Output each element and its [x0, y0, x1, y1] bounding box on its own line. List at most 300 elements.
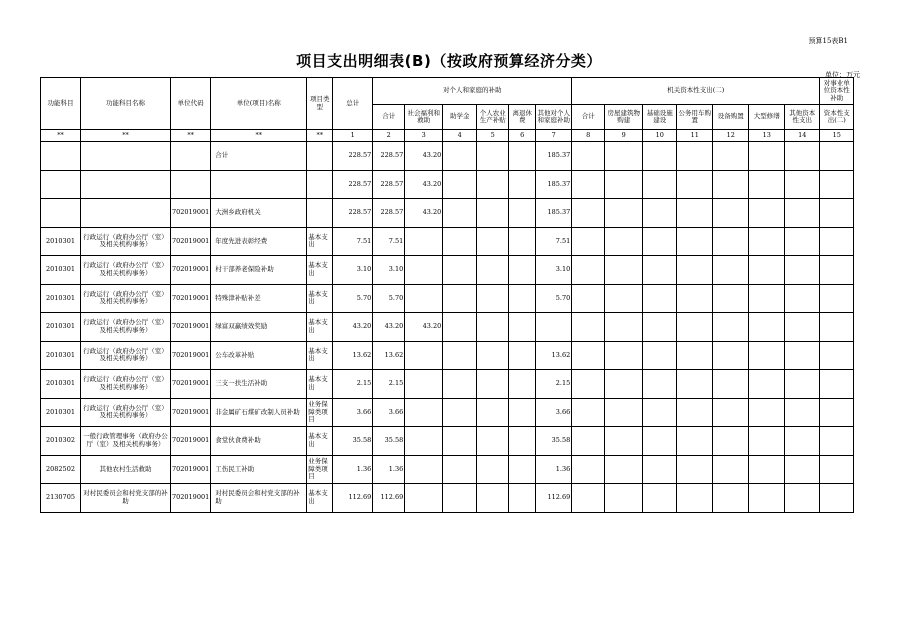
unit-code-cell	[171, 170, 211, 199]
infra-cell	[643, 455, 677, 484]
retire-cell	[509, 484, 536, 513]
table-row	[41, 398, 854, 427]
infra-cell	[643, 227, 677, 256]
table-row	[41, 284, 854, 313]
agri-cell	[477, 484, 509, 513]
total-cell: 43.20	[333, 313, 373, 342]
index-cell: 9	[605, 130, 643, 142]
other-capital-cell	[785, 370, 820, 399]
capital-total-cell	[572, 170, 605, 199]
capital-total-cell	[572, 427, 605, 456]
unit-name-cell: 绿富双赢绩效奖励	[211, 313, 307, 342]
func-code-cell: 2082502	[41, 455, 81, 484]
vehicle-cell	[677, 455, 713, 484]
func-name-cell	[81, 142, 171, 171]
func-name-cell: 行政运行（政府办公厅（室）及相关机构事务）	[81, 370, 171, 399]
repair-cell	[749, 284, 785, 313]
building-cell	[605, 370, 643, 399]
total-cell: 3.66	[333, 398, 373, 427]
other-personal-cell: 3.66	[536, 398, 572, 427]
index-cell: **	[41, 130, 81, 142]
unit-name-cell	[211, 170, 307, 199]
other-personal-cell: 185.37	[536, 170, 572, 199]
proj-type-cell: 基本支出	[307, 370, 333, 399]
index-cell: **	[81, 130, 171, 142]
repair-cell	[749, 341, 785, 370]
unit-code-cell	[171, 142, 211, 171]
index-cell: 12	[713, 130, 749, 142]
personal-total-cell: 5.70	[373, 284, 405, 313]
personal-total-cell: 2.15	[373, 370, 405, 399]
index-cell: **	[307, 130, 333, 142]
total-cell: 112.69	[333, 484, 373, 513]
proj-type-cell: 基本支出	[307, 313, 333, 342]
infra-cell	[643, 398, 677, 427]
repair-cell	[749, 142, 785, 171]
capital-total-cell	[572, 398, 605, 427]
index-cell: 6	[509, 130, 536, 142]
vehicle-cell	[677, 398, 713, 427]
equipment-cell	[713, 256, 749, 285]
index-cell: 14	[785, 130, 820, 142]
repair-cell	[749, 313, 785, 342]
other-personal-cell: 35.58	[536, 427, 572, 456]
welfare-cell	[405, 427, 443, 456]
unit-code-cell: 702019001	[171, 227, 211, 256]
equipment-cell	[713, 455, 749, 484]
func-name-cell: 行政运行（政府办公厅（室）及相关机构事务）	[81, 227, 171, 256]
func-code-cell: 2010302	[41, 427, 81, 456]
personal-total-cell: 228.57	[373, 199, 405, 228]
total-cell: 35.58	[333, 427, 373, 456]
table-row	[41, 199, 854, 228]
func-name-cell: 行政运行（政府办公厅（室）及相关机构事务）	[81, 284, 171, 313]
index-cell: 10	[643, 130, 677, 142]
unit-code-cell: 702019001	[171, 427, 211, 456]
infra-cell	[643, 427, 677, 456]
agri-cell	[477, 455, 509, 484]
repair-cell	[749, 398, 785, 427]
repair-cell	[749, 199, 785, 228]
grant-cell	[443, 427, 477, 456]
equipment-cell	[713, 142, 749, 171]
proj-type-cell: 基本支出	[307, 484, 333, 513]
unit-name-cell: 非金属矿石煤矿改制人员补助	[211, 398, 307, 427]
unit-code-cell: 702019001	[171, 313, 211, 342]
infra-cell	[643, 341, 677, 370]
repair-cell	[749, 455, 785, 484]
personal-total-cell: 1.36	[373, 455, 405, 484]
enterprise-capital-cell	[820, 484, 854, 513]
capital-total-cell	[572, 370, 605, 399]
func-code-cell: 2010301	[41, 313, 81, 342]
other-personal-cell: 7.51	[536, 227, 572, 256]
infra-cell	[643, 170, 677, 199]
unit-name-cell: 大洲乡政府机关	[211, 199, 307, 228]
table-row	[41, 227, 854, 256]
col-total: 总计	[333, 78, 373, 130]
other-personal-cell	[536, 313, 572, 342]
proj-type-cell: 业务保障类项目	[307, 455, 333, 484]
personal-total-cell: 112.69	[373, 484, 405, 513]
equipment-cell	[713, 370, 749, 399]
col-func-code: 功能科目	[41, 78, 81, 130]
capital-total-cell	[572, 313, 605, 342]
func-code-cell: 2010301	[41, 256, 81, 285]
func-name-cell: 一般行政管理事务（政府办公厅（室）及相关机构事务）	[81, 427, 171, 456]
func-name-cell: 对村民委员会和村党支部的补助	[81, 484, 171, 513]
welfare-cell	[405, 484, 443, 513]
proj-type-cell: 基本支出	[307, 284, 333, 313]
proj-type-cell	[307, 170, 333, 199]
vehicle-cell	[677, 341, 713, 370]
enterprise-capital-cell	[820, 142, 854, 171]
col-proj-type: 项目类型	[307, 78, 333, 130]
func-code-cell: 2010301	[41, 341, 81, 370]
other-personal-cell: 2.15	[536, 370, 572, 399]
table-row	[41, 256, 854, 285]
vehicle-cell	[677, 370, 713, 399]
grant-cell	[443, 284, 477, 313]
other-capital-cell	[785, 313, 820, 342]
index-cell: 13	[749, 130, 785, 142]
building-cell	[605, 427, 643, 456]
func-name-cell	[81, 170, 171, 199]
proj-type-cell	[307, 142, 333, 171]
col-capital-total: 合计	[572, 105, 605, 130]
welfare-cell	[405, 227, 443, 256]
other-capital-cell	[785, 341, 820, 370]
unit-name-cell: 村干部养老保险补助	[211, 256, 307, 285]
vehicle-cell	[677, 227, 713, 256]
welfare-cell	[405, 341, 443, 370]
enterprise-capital-cell	[820, 170, 854, 199]
table-row	[41, 142, 854, 171]
other-capital-cell	[785, 398, 820, 427]
func-name-cell: 行政运行（政府办公厅（室）及相关机构事务）	[81, 398, 171, 427]
capital-total-cell	[572, 484, 605, 513]
retire-cell	[509, 256, 536, 285]
other-capital-cell	[785, 427, 820, 456]
other-personal-cell: 3.10	[536, 256, 572, 285]
equipment-cell	[713, 398, 749, 427]
unit-name-cell: 三支一扶生活补助	[211, 370, 307, 399]
enterprise-capital-cell	[820, 256, 854, 285]
enterprise-capital-cell	[820, 341, 854, 370]
total-cell: 228.57	[333, 170, 373, 199]
equipment-cell	[713, 427, 749, 456]
grant-cell	[443, 341, 477, 370]
building-cell	[605, 199, 643, 228]
unit-code-cell: 702019001	[171, 370, 211, 399]
vehicle-cell	[677, 256, 713, 285]
retire-cell	[509, 370, 536, 399]
grant-cell	[443, 142, 477, 171]
infra-cell	[643, 484, 677, 513]
equipment-cell	[713, 199, 749, 228]
building-cell	[605, 170, 643, 199]
table-row	[41, 427, 854, 456]
welfare-cell: 43.20	[405, 313, 443, 342]
col-welfare: 社会福利和救助	[405, 105, 443, 130]
capital-total-cell	[572, 142, 605, 171]
table-row	[41, 341, 854, 370]
welfare-cell: 43.20	[405, 142, 443, 171]
building-cell	[605, 484, 643, 513]
page-title: 项目支出明细表(B)（按政府预算经济分类）	[296, 52, 602, 70]
other-capital-cell	[785, 199, 820, 228]
personal-total-cell: 3.66	[373, 398, 405, 427]
building-cell	[605, 142, 643, 171]
col-infra: 基础设施建设	[643, 105, 677, 130]
unit-code-cell: 702019001	[171, 256, 211, 285]
infra-cell	[643, 284, 677, 313]
repair-cell	[749, 484, 785, 513]
personal-total-cell: 35.58	[373, 427, 405, 456]
agri-cell	[477, 313, 509, 342]
infra-cell	[643, 256, 677, 285]
proj-type-cell	[307, 199, 333, 228]
agri-cell	[477, 170, 509, 199]
index-cell: 2	[373, 130, 405, 142]
col-agri: 个人农业生产补贴	[477, 105, 509, 130]
func-code-cell: 2010301	[41, 227, 81, 256]
total-cell: 228.57	[333, 142, 373, 171]
unit-name-cell: 年度先进表彰经费	[211, 227, 307, 256]
table-row	[41, 455, 854, 484]
enterprise-capital-cell	[820, 313, 854, 342]
other-personal-cell: 112.69	[536, 484, 572, 513]
agri-cell	[477, 256, 509, 285]
capital-total-cell	[572, 199, 605, 228]
infra-cell	[643, 199, 677, 228]
vehicle-cell	[677, 170, 713, 199]
retire-cell	[509, 427, 536, 456]
personal-total-cell: 43.20	[373, 313, 405, 342]
col-other-personal: 其他对个人和家庭补助	[536, 105, 572, 130]
unit-name-cell: 合计	[211, 142, 307, 171]
agri-cell	[477, 227, 509, 256]
col-vehicle: 公务用车购置	[677, 105, 713, 130]
grant-cell	[443, 455, 477, 484]
equipment-cell	[713, 341, 749, 370]
repair-cell	[749, 370, 785, 399]
enterprise-capital-cell	[820, 199, 854, 228]
func-code-cell: 2010301	[41, 370, 81, 399]
personal-total-cell: 7.51	[373, 227, 405, 256]
col-func-name: 功能科目名称	[81, 78, 171, 130]
enterprise-capital-cell	[820, 370, 854, 399]
total-cell: 1.36	[333, 455, 373, 484]
capital-total-cell	[572, 284, 605, 313]
other-capital-cell	[785, 284, 820, 313]
other-capital-cell	[785, 170, 820, 199]
personal-total-cell: 228.57	[373, 170, 405, 199]
enterprise-capital-cell	[820, 284, 854, 313]
other-capital-cell	[785, 484, 820, 513]
equipment-cell	[713, 284, 749, 313]
repair-cell	[749, 427, 785, 456]
total-cell: 2.15	[333, 370, 373, 399]
welfare-cell	[405, 398, 443, 427]
vehicle-cell	[677, 142, 713, 171]
unit-code-cell: 702019001	[171, 284, 211, 313]
total-cell: 7.51	[333, 227, 373, 256]
retire-cell	[509, 227, 536, 256]
personal-total-cell: 3.10	[373, 256, 405, 285]
other-capital-cell	[785, 142, 820, 171]
index-cell: 5	[477, 130, 509, 142]
repair-cell	[749, 227, 785, 256]
other-personal-cell: 1.36	[536, 455, 572, 484]
other-capital-cell	[785, 227, 820, 256]
col-repair: 大型修缮	[749, 105, 785, 130]
welfare-cell: 43.20	[405, 170, 443, 199]
unit-code-cell: 702019001	[171, 199, 211, 228]
col-retire: 离退休费	[509, 105, 536, 130]
total-cell: 5.70	[333, 284, 373, 313]
grant-cell	[443, 398, 477, 427]
table-row	[41, 313, 854, 342]
index-cell: 1	[333, 130, 373, 142]
index-cell: **	[171, 130, 211, 142]
total-cell: 228.57	[333, 199, 373, 228]
col-personal-total: 合计	[373, 105, 405, 130]
index-cell: 7	[536, 130, 572, 142]
retire-cell	[509, 455, 536, 484]
group-enterprise: 对事业单位资本性补助	[820, 78, 854, 105]
form-code: 预算15表B1	[808, 37, 848, 45]
welfare-cell	[405, 284, 443, 313]
retire-cell	[509, 313, 536, 342]
unit-code-cell: 702019001	[171, 398, 211, 427]
col-unit-code: 单位代码	[171, 78, 211, 130]
proj-type-cell: 基本支出	[307, 427, 333, 456]
repair-cell	[749, 170, 785, 199]
index-row	[41, 130, 854, 142]
col-unit-name: 单位(项目)名称	[211, 78, 307, 130]
repair-cell	[749, 256, 785, 285]
func-code-cell	[41, 142, 81, 171]
retire-cell	[509, 199, 536, 228]
index-cell: **	[211, 130, 307, 142]
vehicle-cell	[677, 427, 713, 456]
agri-cell	[477, 398, 509, 427]
func-code-cell: 2010301	[41, 284, 81, 313]
enterprise-capital-cell	[820, 227, 854, 256]
grant-cell	[443, 170, 477, 199]
unit-label: 单位：万元	[825, 71, 860, 79]
vehicle-cell	[677, 484, 713, 513]
col-other-capital: 其他资本性支出	[785, 105, 820, 130]
retire-cell	[509, 284, 536, 313]
welfare-cell	[405, 455, 443, 484]
capital-total-cell	[572, 227, 605, 256]
func-name-cell: 行政运行（政府办公厅（室）及相关机构事务）	[81, 313, 171, 342]
budget-table	[40, 77, 854, 513]
grant-cell	[443, 227, 477, 256]
grant-cell	[443, 370, 477, 399]
retire-cell	[509, 398, 536, 427]
personal-total-cell: 13.62	[373, 341, 405, 370]
grant-cell	[443, 199, 477, 228]
agri-cell	[477, 370, 509, 399]
agri-cell	[477, 284, 509, 313]
welfare-cell	[405, 370, 443, 399]
group-capital: 机关资本性支出(二)	[572, 78, 820, 105]
other-capital-cell	[785, 455, 820, 484]
proj-type-cell: 业务保障类项目	[307, 398, 333, 427]
vehicle-cell	[677, 284, 713, 313]
agri-cell	[477, 199, 509, 228]
func-code-cell: 2010301	[41, 398, 81, 427]
equipment-cell	[713, 313, 749, 342]
unit-name-cell: 工伤民工补助	[211, 455, 307, 484]
other-personal-cell: 5.70	[536, 284, 572, 313]
capital-total-cell	[572, 256, 605, 285]
table-row	[41, 484, 854, 513]
index-cell: 8	[572, 130, 605, 142]
func-code-cell	[41, 199, 81, 228]
func-name-cell	[81, 199, 171, 228]
building-cell	[605, 284, 643, 313]
unit-code-cell: 702019001	[171, 455, 211, 484]
unit-name-cell: 食堂伙食费补助	[211, 427, 307, 456]
other-capital-cell	[785, 256, 820, 285]
vehicle-cell	[677, 199, 713, 228]
grant-cell	[443, 256, 477, 285]
unit-code-cell: 702019001	[171, 484, 211, 513]
building-cell	[605, 256, 643, 285]
index-cell: 3	[405, 130, 443, 142]
other-personal-cell: 13.62	[536, 341, 572, 370]
col-grant: 助学金	[443, 105, 477, 130]
agri-cell	[477, 341, 509, 370]
other-personal-cell: 185.37	[536, 142, 572, 171]
index-cell: 15	[820, 130, 854, 142]
enterprise-capital-cell	[820, 398, 854, 427]
infra-cell	[643, 313, 677, 342]
enterprise-capital-cell	[820, 427, 854, 456]
equipment-cell	[713, 227, 749, 256]
index-cell: 11	[677, 130, 713, 142]
grant-cell	[443, 313, 477, 342]
building-cell	[605, 398, 643, 427]
capital-total-cell	[572, 341, 605, 370]
equipment-cell	[713, 484, 749, 513]
proj-type-cell: 基本支出	[307, 256, 333, 285]
group-personal: 对个人和家庭的补助	[373, 78, 572, 105]
building-cell	[605, 227, 643, 256]
capital-total-cell	[572, 455, 605, 484]
func-code-cell: 2130705	[41, 484, 81, 513]
unit-code-cell: 702019001	[171, 341, 211, 370]
building-cell	[605, 341, 643, 370]
retire-cell	[509, 341, 536, 370]
personal-total-cell: 228.57	[373, 142, 405, 171]
unit-name-cell: 公车改革补贴	[211, 341, 307, 370]
welfare-cell	[405, 256, 443, 285]
other-personal-cell: 185.37	[536, 199, 572, 228]
equipment-cell	[713, 170, 749, 199]
retire-cell	[509, 170, 536, 199]
unit-name-cell: 特殊津补贴补差	[211, 284, 307, 313]
total-cell: 3.10	[333, 256, 373, 285]
func-name-cell: 行政运行（政府办公厅（室）及相关机构事务）	[81, 341, 171, 370]
table-row	[41, 170, 854, 199]
grant-cell	[443, 484, 477, 513]
table-row	[41, 370, 854, 399]
